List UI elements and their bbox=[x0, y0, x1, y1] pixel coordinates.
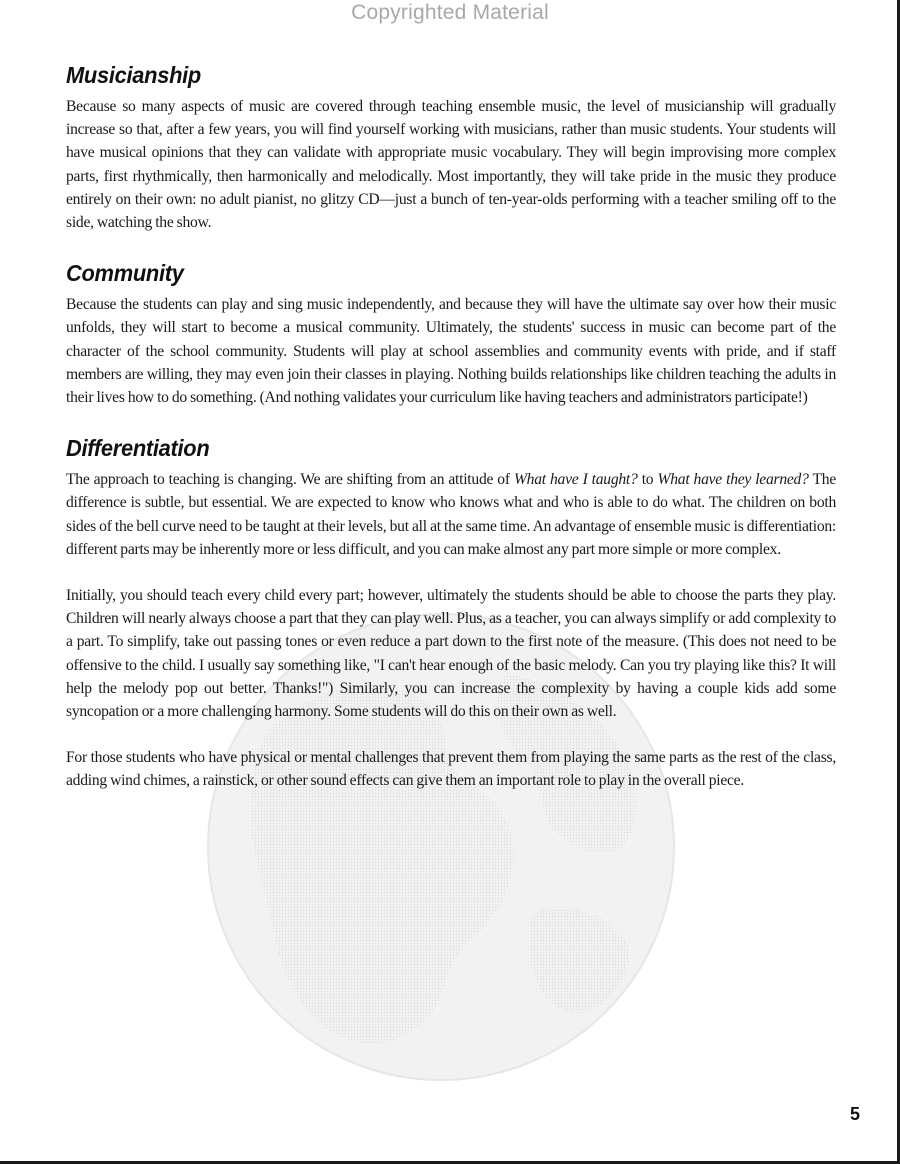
heading-differentiation: Differentiation bbox=[66, 435, 210, 462]
heading-community: Community bbox=[66, 260, 184, 287]
page-number: 5 bbox=[849, 1104, 860, 1124]
copyright-watermark: Copyrighted Material bbox=[351, 1, 549, 24]
italic-phrase: What have they learned? bbox=[657, 471, 809, 489]
paragraph-differentiation-3: For those students who have physical or mental challenges that prevent them from playing the same parts as the rest of the class, adding wind chimes, a rainstick, or other sound effects can give them an important role to play in the overall piece. bbox=[66, 749, 836, 790]
article-body bbox=[66, 62, 836, 793]
paragraph-community: Because the students can play and sing music independently, and because they will have the ultimate say over how their music unfolds, they will start to become a musical community. Ultimately, the students' success in music can become part of the character of the school community. Students will play at school assemblies and community events with pride, and if staff members are willing, they may even join their classes in playing. Nothing builds relationships like children teaching the adults in their lives how to do something. (And nothing validates your curriculum like having teachers and administrators participate!) bbox=[66, 296, 836, 407]
heading-musicianship: Musicianship bbox=[66, 62, 201, 88]
paragraph-differentiation-1 bbox=[66, 468, 836, 561]
text-segment: The difference is subtle, but essential. We are expected to know who knows what and who is able to do what. The children on both sides of the bell curve need to be taught at their levels, but all at the same time. An advantage of ensemble music is differentiation: different parts may be inherently more or less difficult, and you can make almost any part more simple or more complex. bbox=[66, 471, 837, 558]
italic-phrase: What have I taught? bbox=[513, 471, 638, 489]
paragraph-differentiation-2: Initially, you should teach every child every part; however, ultimately the students should be able to choose the parts they play. Children will nearly always choose a part that they can play well. Plus, as a teacher, you can always simplify or add complexity to a part. To simplify, take out passing tones or even reduce a part down to the first note of the measure. (This does not need to be offensive to the child. I usually say something like, "I can't hear enough of the basic melody. Can you try playing like this? It will help the melody pop out better. Thanks!") Similarly, you can increase the complexity by having a couple kids add some syncopation or a more challenging harmony. Some students will do this on their own as well. bbox=[66, 587, 836, 721]
text-segment: The approach to teaching is changing. We are shifting from an attitude of bbox=[66, 471, 514, 489]
paragraph-musicianship: Because so many aspects of music are covered through teaching ensemble music, the level of musicianship will gradually increase so that, after a few years, you will find yourself working with musicians, rather than music students. Your students will have musical opinions that they can validate with appropriate music vocabulary. They will begin improvising more complex parts, first rhythmically, then harmonically and melodically. Most importantly, they will take pride in the music they produce entirely on their own: no adult pianist, no glitzy CD—just a bunch of ten-year-olds performing with a teacher smiling off to the side, watching the show. bbox=[66, 98, 836, 232]
text-segment: to bbox=[637, 471, 658, 489]
